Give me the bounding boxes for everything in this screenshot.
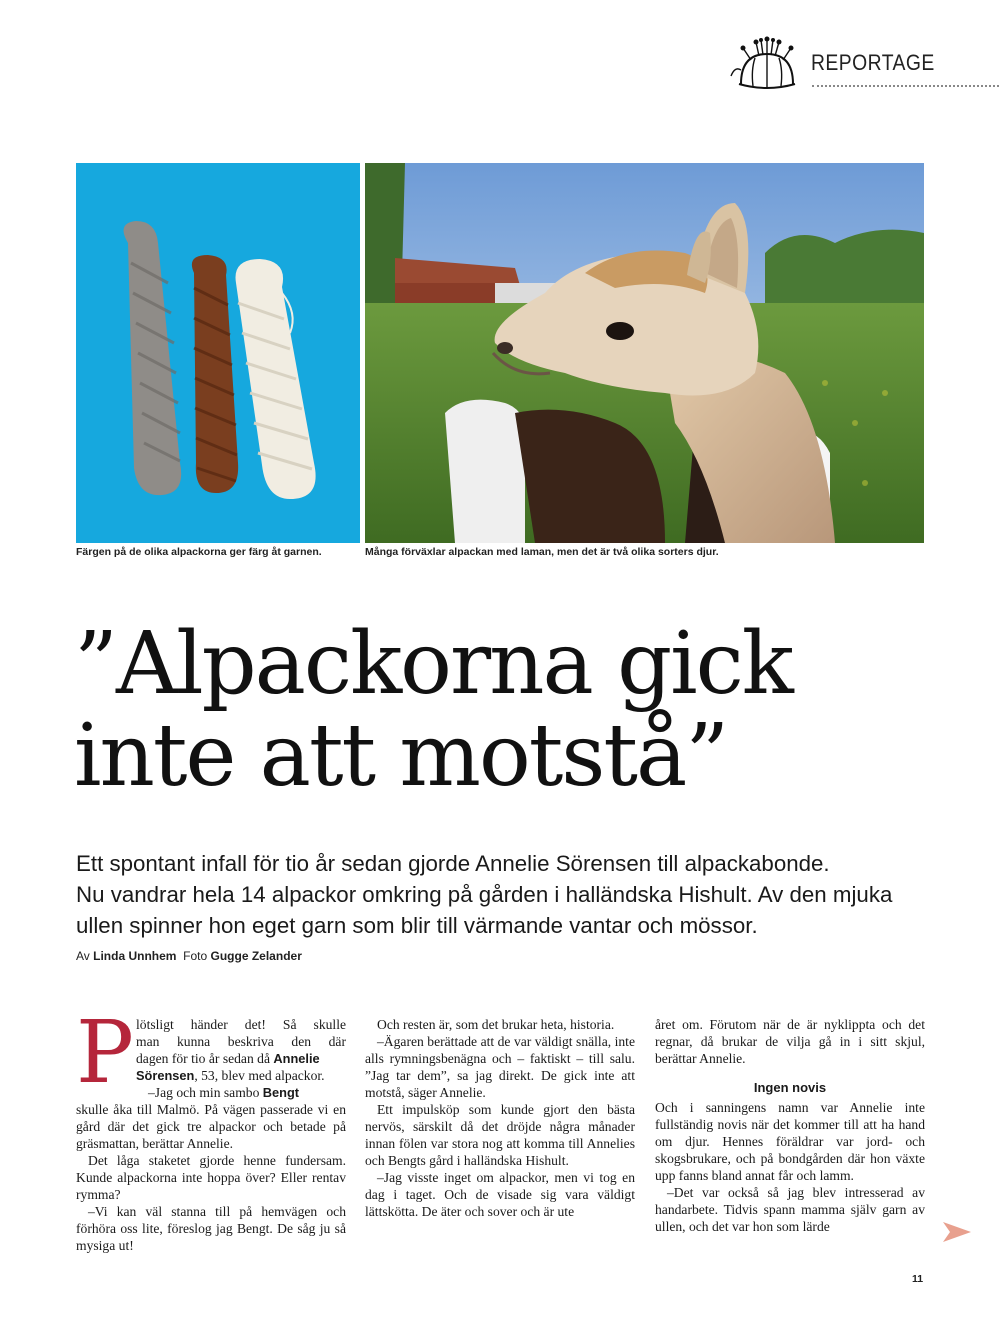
article-column-1 [76, 1003, 346, 1254]
author-prefix: Av [76, 949, 90, 963]
person-name-annelie: Annelie [273, 1051, 320, 1066]
byline [76, 949, 302, 963]
dropcap-line-1: lötsligt händer det! Så skulle [136, 1017, 346, 1032]
continue-arrow-icon [943, 1222, 971, 1242]
person-name-bengt: Bengt [262, 1085, 300, 1100]
lede-line-1: Ett spontant infall för tio år sedan gjorde Annelie Sörensen till alpackabonde. [76, 851, 830, 876]
paragraph-8: året om. Förutom när de är nyklippta och det regnar, då brukar de vilja gå in i sitt skjul, berättar Annelie. [655, 1017, 925, 1066]
lede-line-2: Nu vandrar hela 14 alpackor omkring på gården i halländska Hishult. Av den mjuka [76, 882, 893, 907]
paragraph-7: –Jag visste inget om alpackor, men vi tog en dag i taget. Och de visade sig vara väldigt lättskötta. De äter och sover och är ute [365, 1170, 635, 1219]
photo-prefix: Foto [183, 949, 208, 963]
paragraph-2: Det låga staketet gjorde henne fundersam. Kunde alpackorna inte hoppa över? Eller rentav rymma? [76, 1153, 346, 1202]
photographer-name: Gugge Zelander [210, 949, 302, 963]
paragraph-3: –Vi kan väl stanna till på hemvägen och förhöra oss lite, föreslog jag Bengt. De såg ju så mysiga ut! [76, 1204, 346, 1253]
alpaca-photo-caption: Många förväxlar alpackan med laman, men det är två olika sorters djur. [365, 546, 719, 558]
paragraph-6: Ett impulsköp som kunde gjort den bästa nervös, särskilt då det dröjde några månader innan fölen var stora nog att komma till Annelies och Bengts gård i halländska Hishult. [365, 1102, 635, 1168]
paragraph-9: Och i sanningens namn var Annelie inte fullständig novis när det kommer till att ha hand om djur. Hennes föräldrar var jord- och skogsbrukare, och på bondgården där hon växte upp fanns bland annat får och lamm. [655, 1100, 925, 1183]
yarn-photo-caption: Färgen på de olika alpackorna ger färg åt garnen. [76, 546, 322, 558]
page-number: 11 [912, 1273, 924, 1285]
subheading: Ingen novis [753, 1080, 827, 1095]
article-column-3 [655, 1016, 925, 1235]
headline-line-1: ”Alpackorna gick [74, 614, 792, 714]
pincushion-icon [729, 36, 805, 92]
lede-line-3: ullen spinner hon eget garn som blir till värmande vantar och mössor. [76, 913, 758, 938]
yarn-photo [76, 163, 360, 543]
paragraph-4: Och resten är, som det brukar heta, historia. [377, 1017, 615, 1032]
author-name: Linda Unnhem [93, 949, 177, 963]
dropcap-line-2: man kunna beskriva den där [136, 1034, 346, 1049]
lede [76, 848, 936, 941]
paragraph-5: –Ägaren berättade att de var väldigt snälla, inte alls rymningsbenägna och – faktiskt – till salu. ”Jag tar dem”, sa jag direkt. De gick inte att motstå, säger Annelie. [365, 1034, 635, 1100]
paragraph-10: –Det var också så jag blev intresserad av handarbete. Tidvis spann mamma själv garn av ullen, och det var hon som lärde [655, 1185, 925, 1234]
section-header [729, 36, 935, 92]
alpaca-photo [365, 163, 924, 543]
paragraph-1-start: –Jag och min sambo [148, 1085, 260, 1100]
dropcap-line-3-text: dagen för tio år sedan då [136, 1051, 270, 1066]
dropcap-tail-text: , 53, blev med alpackor. [194, 1068, 325, 1083]
article-column-2 [365, 1016, 635, 1220]
dropcap: P [76, 1003, 134, 1103]
headline-line-2: inte att motstå” [74, 706, 728, 806]
header-divider [812, 85, 999, 87]
paragraph-1-end: skulle åka till Malmö. På vägen passerade vi en gård där det gick tre alpackor och betade på gräsmattan, berättar Annelie. [76, 1102, 346, 1151]
headline [74, 614, 954, 806]
person-name-sorensen: Sörensen [136, 1068, 195, 1083]
section-label: REPORTAGE [811, 50, 935, 75]
dropcap-line-3 [136, 1050, 346, 1067]
